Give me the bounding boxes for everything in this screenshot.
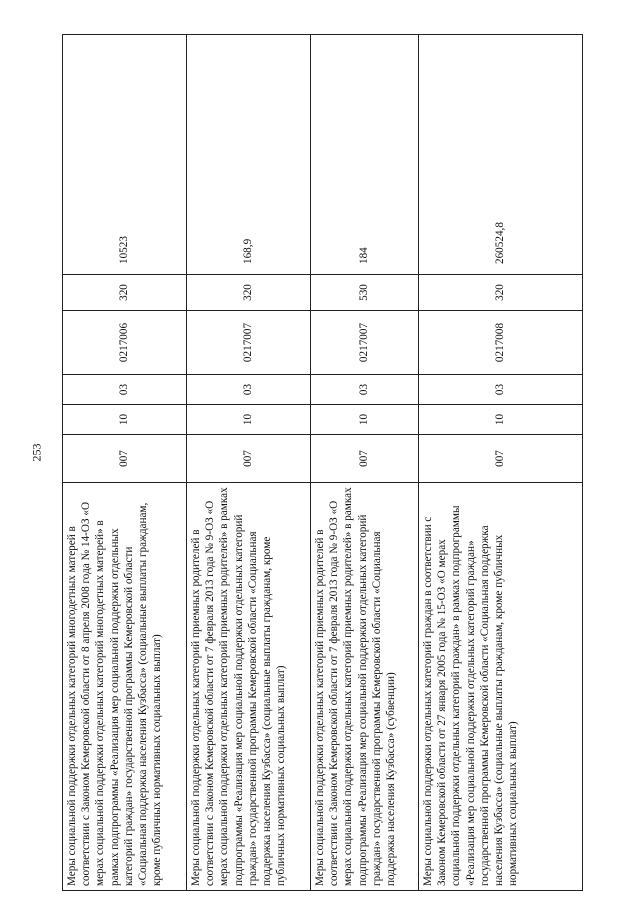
section-code: 10 (187, 405, 311, 435)
amount-value: 10523 (63, 35, 187, 275)
amount-value: 168,9 (187, 35, 311, 275)
target-article-code: 0217008 (419, 311, 583, 375)
amount-value: 260524,8 (419, 35, 583, 275)
table-row (419, 35, 583, 891)
target-article-code: 0217007 (311, 311, 419, 375)
section-code: 10 (311, 405, 419, 435)
rotated-table-area (62, 35, 582, 891)
table-row (187, 35, 311, 891)
budget-table (62, 34, 583, 891)
amount-value: 184 (311, 35, 419, 275)
target-article-code: 0217007 (187, 311, 311, 375)
subsection-code: 03 (311, 375, 419, 405)
ministry-code: 007 (187, 435, 311, 483)
subsection-code: 03 (63, 375, 187, 405)
expense-type-code: 320 (187, 275, 311, 311)
expense-type-code: 530 (311, 275, 419, 311)
section-code: 10 (419, 405, 583, 435)
target-article-code: 0217006 (63, 311, 187, 375)
ministry-code: 007 (63, 435, 187, 483)
expense-type-code: 320 (63, 275, 187, 311)
section-code: 10 (63, 405, 187, 435)
subsection-code: 03 (187, 375, 311, 405)
table-row (63, 35, 187, 891)
row-description: Меры социальной поддержки отдельных категорий приемных родителей в соответствии с Законом Кемеровской области от 7 февраля 2013 года № 9-ОЗ «О мерах социальной поддержки отдельных категорий приемных родителей» в рамках подпрограммы «Реализация мер социальной поддержки отдельных категорий граждан» государственной программы Кемеровской области «Социальная поддержка населения Кузбасса» (социальные выплаты гражданам, кроме публичных нормативных социальных выплат) (187, 483, 311, 891)
row-description: Меры социальной поддержки отдельных категорий приемных родителей в соответствии с Законом Кемеровской области от 7 февраля 2013 года № 9-ОЗ «О мерах социальной поддержки отдельных категорий приемных родителей» в рамках подпрограммы «Реализация мер социальной поддержки отдельных категорий граждан» государственной программы Кемеровской области «Социальная поддержка населения Кузбасса» (субвенции) (311, 483, 419, 891)
subsection-code: 03 (419, 375, 583, 405)
rotated-table-frame (62, 35, 582, 891)
row-description: Меры социальной поддержки отдельных категорий многодетных матерей в соответствии с Законом Кемеровской области от 8 апреля 2008 года № 14-ОЗ «О мерах социальной поддержки отдельных категорий многодетных матерей» в рамках подпрограммы «Реализация мер социальной поддержки отдельных категорий граждан» государственной программы Кемеровской области «Социальная поддержка населения Кузбасса» (социальные выплаты гражданам, кроме публичных нормативных социальных выплат) (63, 483, 187, 891)
row-description: Меры социальной поддержки отдельных категорий граждан в соответствии с Законом Кемеровской области от 27 января 2005 года № 15-ОЗ «О мерах социальной поддержки отдельных категорий граждан» в рамках подпрограммы «Реализация мер социальной поддержки отдельных категорий граждан» государственной программы Кемеровской области «Социальная поддержка населения Кузбасса» (социальные выплаты гражданам, кроме публичных нормативных социальных выплат) (419, 483, 583, 891)
table-row (311, 35, 419, 891)
expense-type-code: 320 (419, 275, 583, 311)
page-number (26, 440, 48, 464)
ministry-code: 007 (311, 435, 419, 483)
page-number-text: 253 (29, 443, 44, 461)
ministry-code: 007 (419, 435, 583, 483)
